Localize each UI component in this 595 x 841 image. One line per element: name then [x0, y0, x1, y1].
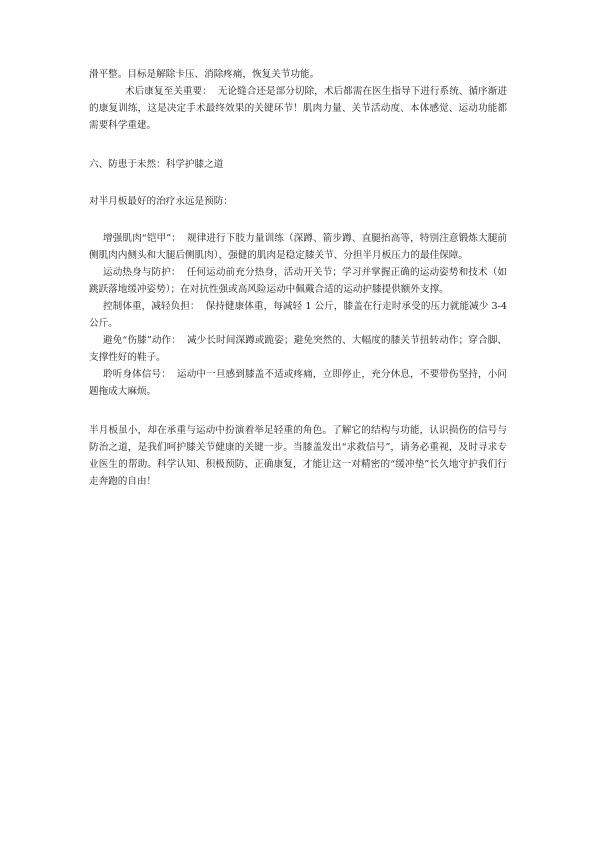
tip-label: 增强肌肉“铠甲”：	[103, 233, 181, 244]
tip-item	[89, 230, 507, 264]
rehab-label: 术后康复至关重要：	[125, 86, 212, 97]
tip-label: 控制体重，减轻负担：	[103, 301, 200, 312]
tip-text: 任何运动前充分热身，活动开关节；学习并掌握正确的运动姿势和技术（如跳跃落地缓冲姿势）；在对抗性强或高风险运动中佩戴合适的运动护膝提供额外支撑。	[89, 267, 508, 295]
tip-item	[89, 332, 507, 366]
rehab-text: 无论缝合还是部分切除，术后都需在医生指导下进行系统、循序渐进的康复训练，这是决定手术最终效果的关键环节！肌肉力量、关节活动度、本体感觉、运动功能都需要科学重建。	[89, 86, 507, 131]
tip-item	[89, 264, 507, 298]
tip-text: 保持健康体重，每减轻 1 公斤，膝盖在行走时承受的压力就能减少 3-4 公斤。	[89, 301, 508, 329]
prevention-tips-list	[89, 230, 507, 400]
tip-item	[89, 366, 507, 400]
section-heading: 六、防患于未然：科学护膝之道	[89, 159, 224, 170]
tip-label: 避免“伤膝”动作：	[103, 335, 181, 346]
tip-text: 规律进行下肢力量训练（深蹲、箭步蹲、直腿抬高等，特别注意锻炼大腿前侧肌肉内侧头和大腿后侧肌肉），强健的肌肉是稳定膝关节、分担半月板压力的最佳保障。	[89, 233, 508, 261]
prevention-intro: 对半月板最好的治疗永远是预防：	[89, 196, 233, 207]
document-body	[89, 66, 507, 490]
tip-text: 运动中一旦感到膝盖不适或疼痛，立即停止，充分休息，不要带伤坚持，小问题拖成大麻烦。	[89, 369, 508, 397]
paragraph-continuation: 滑平整。目标是解除卡压、消除疼痛，恢复关节功能。	[89, 69, 320, 80]
tip-label: 聆听身体信号：	[103, 369, 171, 380]
tip-label: 运动热身与防护：	[103, 267, 181, 278]
paragraph-rehab	[89, 83, 507, 134]
conclusion-paragraph: 半月板虽小，却在承重与运动中扮演着举足轻重的角色。了解它的结构与功能，认识损伤的信号与防治之道，是我们呵护膝关节健康的关键一步。当膝盖发出“求救信号”，请务必重视，及时寻求专业医生的帮助。科学认知、积极预防、正确康复，才能让这一对精密的“缓冲垫”长久地守护我们行走奔跑的自由！	[89, 425, 507, 487]
tip-item	[89, 298, 507, 332]
tip-text: 减少长时间深蹲或跪姿；避免突然的、大幅度的膝关节扭转动作；穿合脚、支撑性好的鞋子。	[89, 335, 508, 363]
